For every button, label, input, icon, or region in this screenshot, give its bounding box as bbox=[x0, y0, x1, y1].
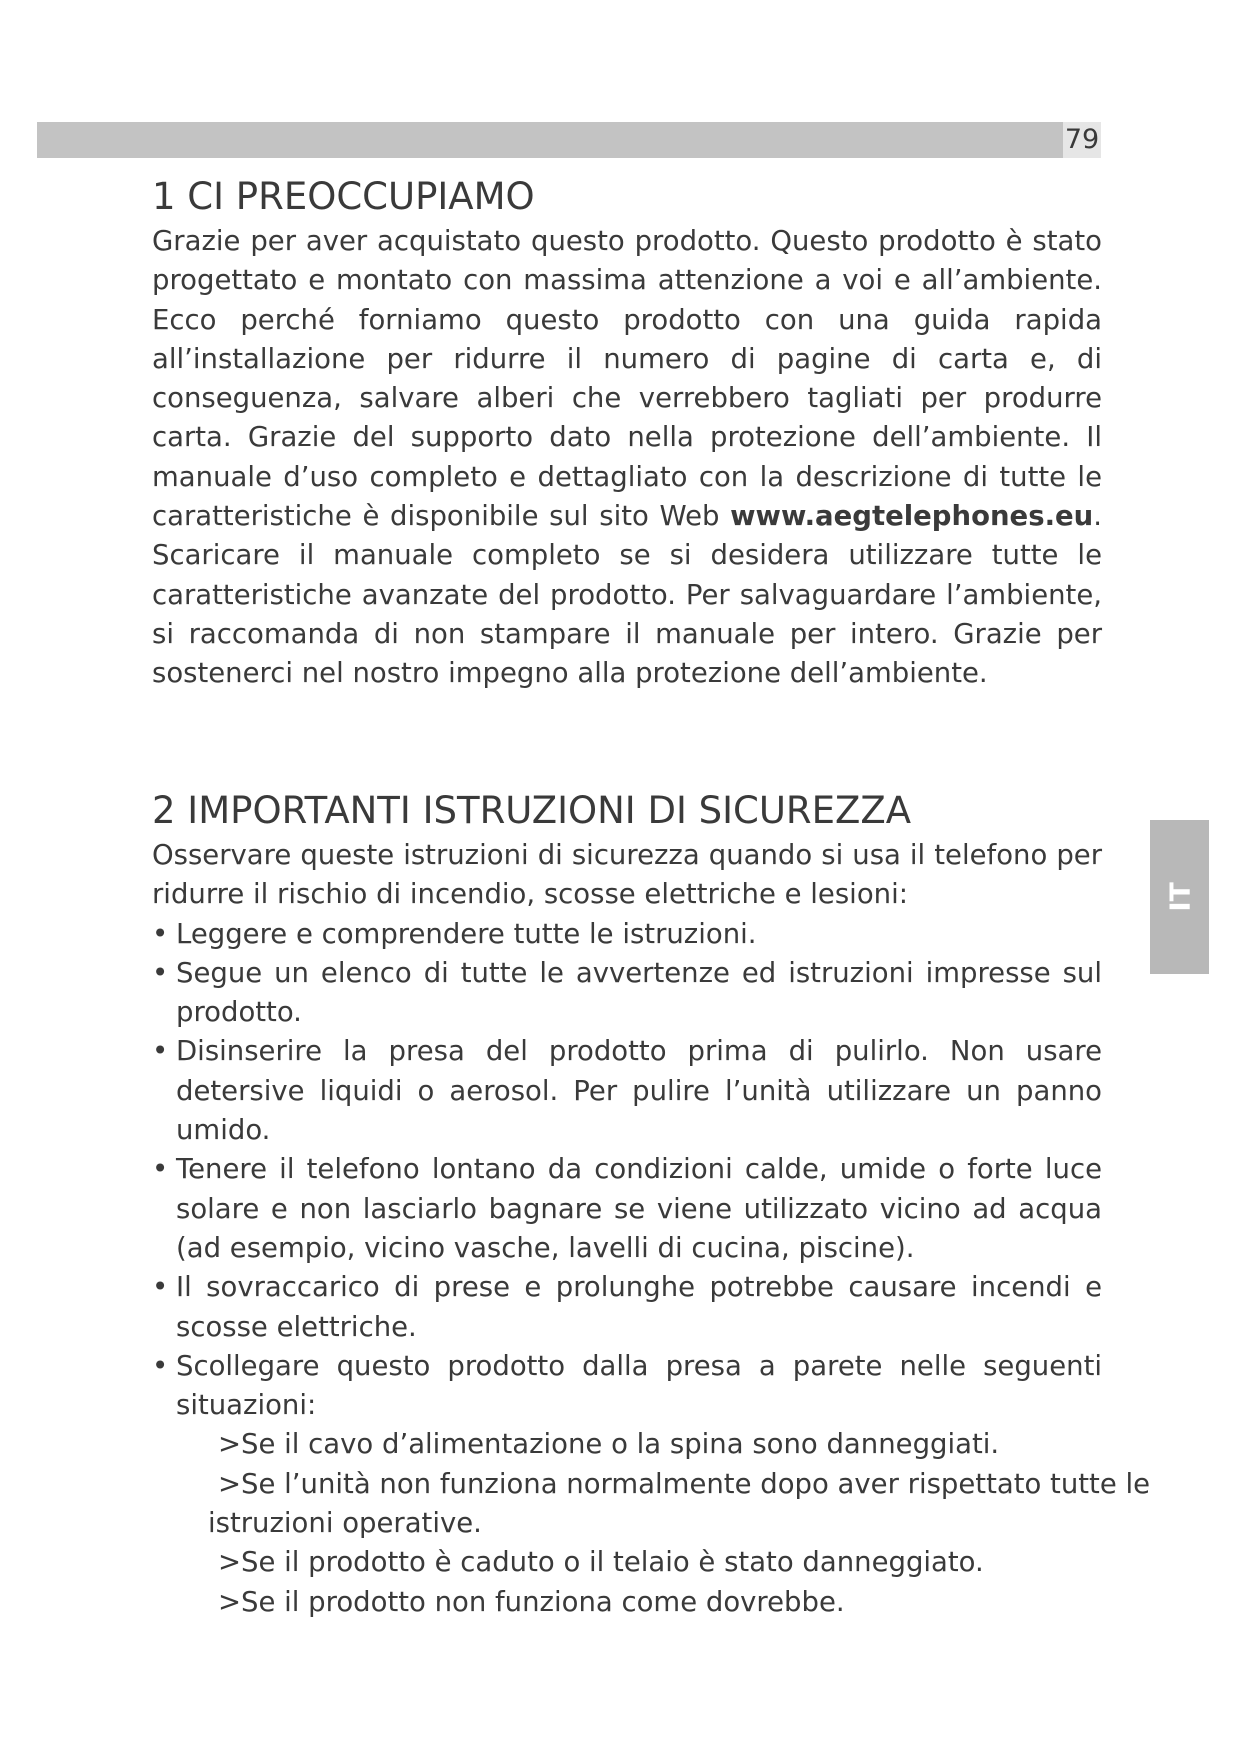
header-bar bbox=[37, 122, 1101, 158]
list-item: • Segue un elenco di tutte le avvertenze ed istruzioni impresse sul prodotto. bbox=[152, 954, 1102, 1033]
website-link[interactable]: www.aegtelephones.eu bbox=[730, 500, 1094, 533]
sub-list-item: >Se l’unità non funziona normalmente dopo aver rispettato tutte le istruzioni operative. bbox=[208, 1467, 1151, 1540]
list-item: • Il sovraccarico di prese e prolunghe potrebbe causare incendi e scosse elettriche. bbox=[152, 1268, 1102, 1347]
section-heading: 1 CI PREOCCUPIAMO bbox=[152, 175, 535, 218]
language-tab bbox=[1150, 820, 1209, 974]
paragraph-text: Grazie per aver acquistato questo prodotto. Questo prodotto è stato progettato e montato con massima attenzione a voi e all’ambiente. Ecco perché forniamo questo prodotto con una guida rapida all’installazione per ridurre il numero di pagine di carta e, di conseguenza, salvare alberi che verrebbero tagliati per produrre carta. Grazie del supporto dato nella protezione dell’ambiente. Il manuale d’uso completo e dettagliato con la descrizione di tutte le caratteristiche è disponibile sul sito Web bbox=[152, 225, 1102, 533]
list-item: • Disinserire la presa del prodotto prima di pulirlo. Non usare detersive liquidi o aerosol. Per pulire l’unità utilizzare un panno umido. bbox=[152, 1032, 1102, 1150]
page-number: 79 bbox=[1063, 122, 1101, 158]
section-paragraph bbox=[152, 222, 1102, 694]
language-tab-label: IT bbox=[1163, 882, 1196, 912]
sub-list-item: >Se il cavo d’alimentazione o la spina sono danneggiati. bbox=[218, 1428, 1000, 1461]
section-safety-instructions bbox=[152, 786, 1151, 1622]
safety-list bbox=[152, 915, 1102, 1426]
paragraph-text: . Scaricare il manuale completo se si desidera utilizzare tutte le caratteristiche avanzate del prodotto. Per salvaguardare l’ambiente, si raccomanda di non stampare il manuale per intero. Grazie per sostenerci nel nostro impegno alla protezione dell’ambiente. bbox=[152, 500, 1102, 690]
list-item: • Leggere e comprendere tutte le istruzioni. bbox=[152, 915, 1102, 954]
section-heading: 2 IMPORTANTI ISTRUZIONI DI SICUREZZA bbox=[152, 789, 912, 832]
section-intro: Osservare queste istruzioni di sicurezza quando si usa il telefono per ridurre il rischio di incendio, scosse elettriche e lesioni: bbox=[152, 839, 1102, 911]
list-item: • Scollegare questo prodotto dalla presa a parete nelle seguenti situazioni: bbox=[152, 1347, 1102, 1426]
sub-list-item: >Se il prodotto non funziona come dovrebbe. bbox=[218, 1585, 845, 1618]
section-we-care bbox=[152, 172, 1102, 694]
sub-list-item: >Se il prodotto è caduto o il telaio è stato danneggiato. bbox=[218, 1546, 984, 1579]
list-item: • Tenere il telefono lontano da condizioni calde, umide o forte luce solare e non lasciarlo bagnare se viene utilizzato vicino ad acqua (ad esempio, vicino vasche, lavelli di cucina, piscine). bbox=[152, 1150, 1102, 1268]
